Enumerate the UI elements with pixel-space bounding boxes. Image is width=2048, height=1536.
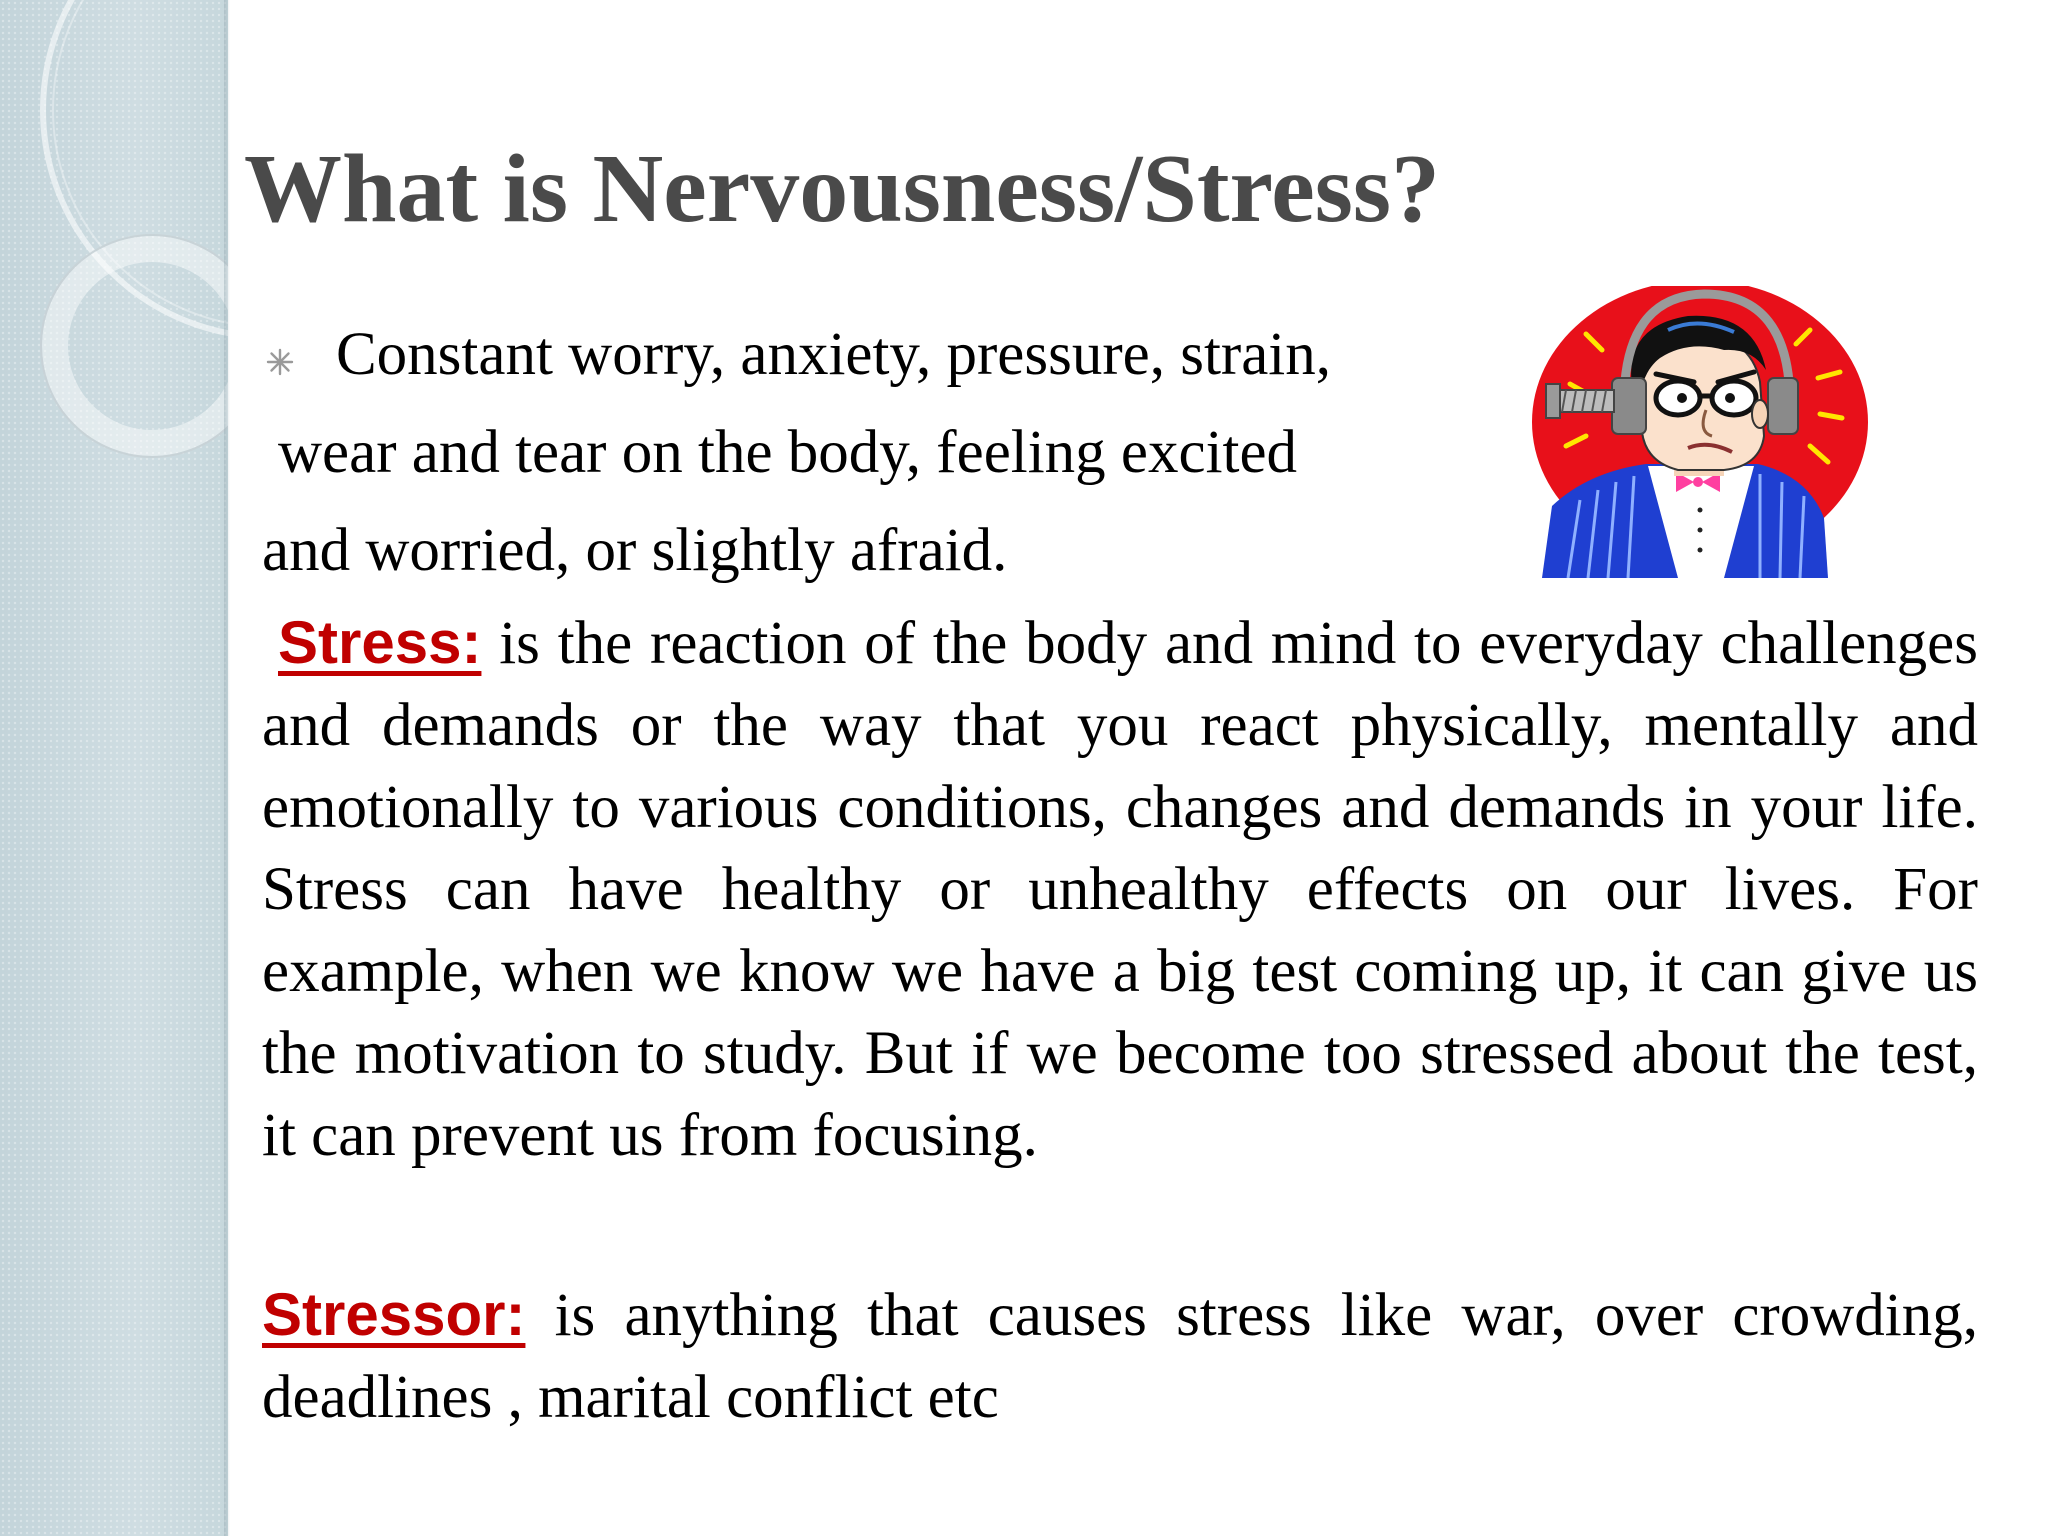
bullet-text-line-1: Constant worry, anxiety, pressure, strain,	[336, 321, 1331, 388]
asterisk-bullet-icon	[266, 348, 294, 376]
stress-definition	[262, 602, 1978, 1177]
bullet-line-3	[262, 502, 1522, 600]
decorative-ring-small-edge	[40, 234, 228, 458]
stress-term: Stress:	[278, 609, 482, 676]
bullet-line-1	[262, 306, 1522, 404]
slide-title: What is Nervousness/Stress?	[244, 135, 1441, 243]
bullet-text-line-2: wear and tear on the body, feeling excited	[278, 419, 1298, 486]
stressor-definition-text: is anything that causes stress like war, over crowding, deadlines , marital conflict etc	[262, 1282, 1978, 1431]
sidebar-edge-shadow	[224, 0, 230, 1536]
decorative-sidebar	[0, 0, 228, 1536]
bullet-block	[262, 306, 1522, 600]
bullet-line-2	[262, 404, 1522, 502]
stressor-term: Stressor:	[262, 1281, 526, 1348]
stressed-man-clipart	[1528, 286, 1868, 578]
stress-definition-text: is the reaction of the body and mind to everyday challenges and demands or the way that you react physically, mentally and emotionally to various conditions, changes and demands in your life. Stress can have healthy or unhealthy effects on our lives. For example, when we know we have a big test coming up, it can give us the motivation to study. But if we become too stressed about the test, it can prevent us from focusing.	[262, 610, 1978, 1169]
bullet-text-line-3: and worried, or slightly afraid.	[262, 517, 1008, 584]
stressor-definition	[262, 1274, 1978, 1439]
